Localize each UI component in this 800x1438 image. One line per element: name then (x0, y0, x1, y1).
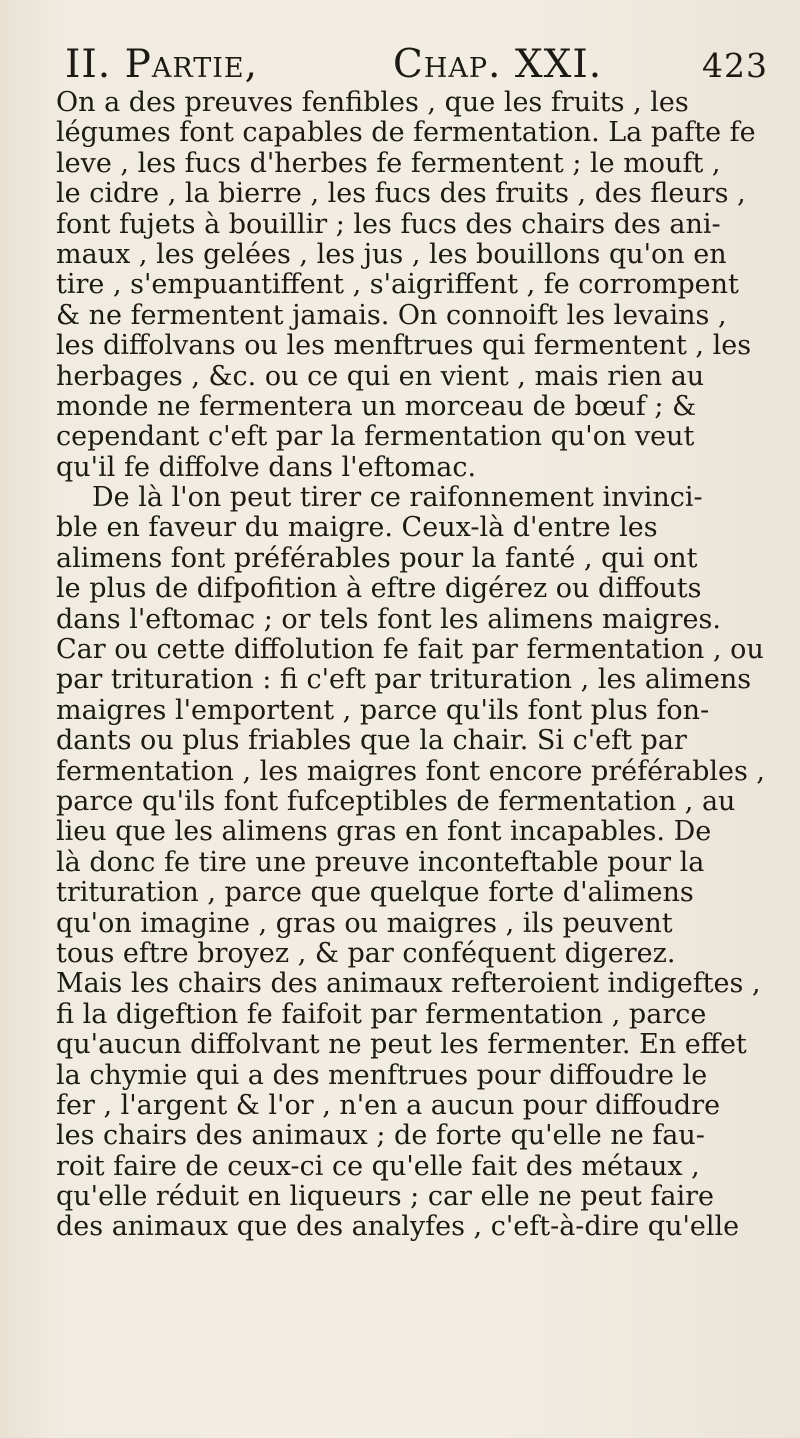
text-line: qu'on imagine , gras ou maigres , ils peuvent (56, 907, 673, 939)
text-line: le plus de difpofition à eftre digérez ou diffouts (56, 573, 702, 605)
text-line: alimens font préférables pour la fanté , qui ont (56, 542, 698, 574)
text-line: fermentation , les maigres font encore préférables , (56, 755, 766, 787)
text-line: maigres l'emportent , parce qu'ils font plus fon- (56, 694, 710, 726)
text-line: leve , les fucs d'herbes fe fermentent ; le mouft , (56, 147, 721, 179)
text-line: dans l'eftomac ; or tels font les alimens maigres. (56, 603, 721, 635)
body-text (56, 88, 786, 1243)
text-line: roit faire de ceux-ci ce qu'elle fait des métaux , (56, 1150, 700, 1182)
text-line: trituration , parce que quelque forte d'alimens (56, 877, 694, 909)
text-line: cependant c'eft par la fermentation qu'on veut (56, 421, 695, 453)
text-line: font fujets à bouillir ; les fucs des chairs des ani- (56, 208, 721, 240)
text-line: par trituration : fi c'eft par trituration , les alimens (56, 664, 752, 696)
text-line: qu'elle réduit en liqueurs ; car elle ne peut faire (56, 1181, 714, 1213)
text-line: tous eftre broyez , & par conféquent digerez. (56, 937, 676, 969)
running-header (55, 42, 780, 92)
text-line: De là l'on peut tirer ce raifonnement invinci- (92, 482, 703, 514)
text-line: les diffolvans ou les menftrues qui fermentent , les (56, 330, 752, 362)
text-line: tire , s'empuantiffent , s'aigriffent , fe corrompent (56, 269, 739, 301)
text-line: maux , les gelées , les jus , les bouillons qu'on en (56, 238, 727, 270)
text-line: herbages , &c. ou ce qui en vient , mais rien au (56, 360, 705, 392)
text-line: légumes font capables de fermentation. La pafte fe (56, 117, 756, 149)
header-chapter: Chap. XXI. (393, 42, 603, 87)
text-line: parce qu'ils font fufceptibles de fermentation , au (56, 785, 736, 817)
text-line: dants ou plus friables que la chair. Si c'eft par (56, 725, 687, 757)
text-line: les chairs des animaux ; de forte qu'elle ne fau- (56, 1120, 705, 1152)
text-line: fi la digeftion fe faifoit par fermentation , parce (56, 998, 707, 1030)
text-line: là donc fe tire une preuve inconteftable pour la (56, 846, 705, 878)
page-number: 423 (702, 46, 768, 85)
text-line: ble en faveur du maigre. Ceux-là d'entre les (56, 512, 658, 544)
text-line: On a des preuves fenfibles , que les fruits , les (56, 87, 689, 118)
header-part: II. Partie, (65, 42, 258, 87)
text-line: monde ne fermentera un morceau de bœuf ; & (56, 390, 697, 422)
text-line: des animaux que des analyfes , c'eft-à-dire qu'elle (56, 1211, 740, 1243)
text-line: & ne fermentent jamais. On connoift les levains , (56, 299, 727, 331)
text-line: la chymie qui a des menftrues pour diffoudre le (56, 1059, 708, 1091)
text-line: Mais les chairs des animaux refteroient indigeftes , (56, 968, 761, 1000)
text-line: qu'aucun diffolvant ne peut les fermenter. En effet (56, 1029, 747, 1061)
text-line: qu'il fe diffolve dans l'eftomac. (56, 451, 477, 483)
text-line: le cidre , la bierre , les fucs des fruits , des fleurs , (56, 178, 746, 210)
text-line: Car ou cette diffolution fe fait par fermentation , ou (56, 634, 764, 666)
text-line: fer , l'argent & l'or , n'en a aucun pour diffoudre (56, 1089, 721, 1121)
text-line: lieu que les alimens gras en font incapables. De (56, 816, 712, 848)
